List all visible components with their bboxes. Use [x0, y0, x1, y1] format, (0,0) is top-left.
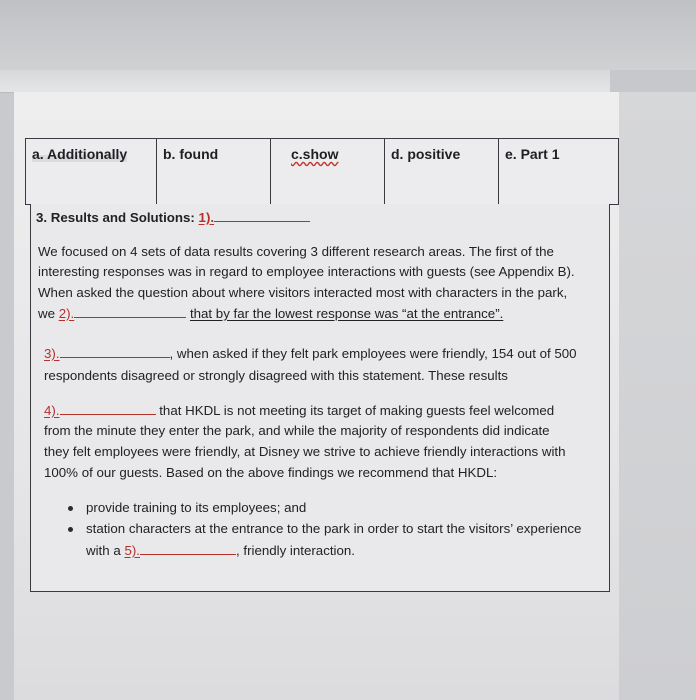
bullet-1-icon — [68, 506, 73, 511]
answer-options-table — [25, 138, 619, 205]
answer-option-e[interactable] — [499, 139, 618, 204]
paragraph-3-line-2: from the minute they enter the park, and while the majority of respondents did indicate — [44, 423, 550, 438]
paragraph-2-line-1 — [44, 346, 577, 361]
blank-4-number: 4). — [44, 403, 60, 418]
blank-2-line[interactable] — [74, 316, 186, 318]
section-heading — [36, 210, 310, 225]
paragraph-3-line-1-end: that HKDL is not meeting its target of making guests feel welcomed — [159, 403, 555, 418]
answer-option-a-label: a. Additionally — [32, 146, 128, 162]
paragraph-1-line-4-start: we — [38, 306, 55, 321]
answer-option-c-label: c.show — [291, 146, 339, 162]
answer-option-b[interactable] — [157, 139, 271, 204]
answer-option-a[interactable] — [26, 139, 157, 204]
blank-3-line[interactable] — [60, 356, 170, 358]
band-edge — [610, 70, 696, 92]
paragraph-1-line-2: interesting responses was in regard to employee interactions with guests (see Appendix B). — [38, 264, 575, 279]
blank-5-line[interactable] — [140, 553, 236, 555]
answer-option-e-label: e. Part 1 — [505, 146, 560, 162]
blank-3-number: 3). — [44, 346, 60, 361]
document-ruler-band — [0, 70, 696, 93]
paragraph-1-line-3: When asked the question about where visitors interacted most with characters in the park, — [38, 285, 568, 300]
screen-background-top — [0, 0, 696, 70]
paragraph-3-line-3: they felt employees were friendly, at Disney we strive to achieve friendly interactions with — [44, 444, 566, 459]
answer-option-c[interactable] — [271, 139, 385, 204]
blank-1-number: 1). — [198, 210, 215, 225]
page-margin-right — [619, 92, 696, 700]
paragraph-2-line-2: respondents disagreed or strongly disagreed with this statement. These results — [44, 368, 508, 383]
paragraph-1-line-4-end: that by far the lowest response was “at the entrance”. — [189, 306, 504, 321]
paragraph-2-line-1-end: , when asked if they felt park employees were friendly, 154 out of 500 — [169, 346, 577, 361]
bullet-2-line-2 — [86, 543, 355, 558]
bullet-1-text: provide training to its employees; and — [86, 500, 307, 515]
section-heading-text: 3. Results and Solutions: — [36, 210, 195, 225]
bullet-2-line-1: station characters at the entrance to the park in order to start the visitors’ experience — [86, 521, 582, 536]
blank-2-number: 2). — [58, 306, 75, 321]
answer-option-b-label: b. found — [163, 146, 219, 162]
paragraph-3-line-1 — [44, 403, 554, 418]
paragraph-3-line-4: 100% of our guests. Based on the above findings we recommend that HKDL: — [44, 465, 498, 480]
bullet-2-icon — [68, 527, 73, 532]
blank-1-line[interactable] — [214, 220, 310, 222]
answer-option-d[interactable] — [385, 139, 499, 204]
bullet-2-line-2-start: with a — [86, 543, 121, 558]
paragraph-1-line-1: We focused on 4 sets of data results covering 3 different research areas. The first of the — [38, 244, 554, 259]
answer-option-d-label: d. positive — [391, 146, 461, 162]
paragraph-1-line-4 — [38, 306, 503, 321]
blank-5-number: 5). — [124, 543, 140, 558]
blank-4-line[interactable] — [60, 413, 156, 415]
bullet-2-line-2-end: , friendly interaction. — [235, 543, 355, 558]
